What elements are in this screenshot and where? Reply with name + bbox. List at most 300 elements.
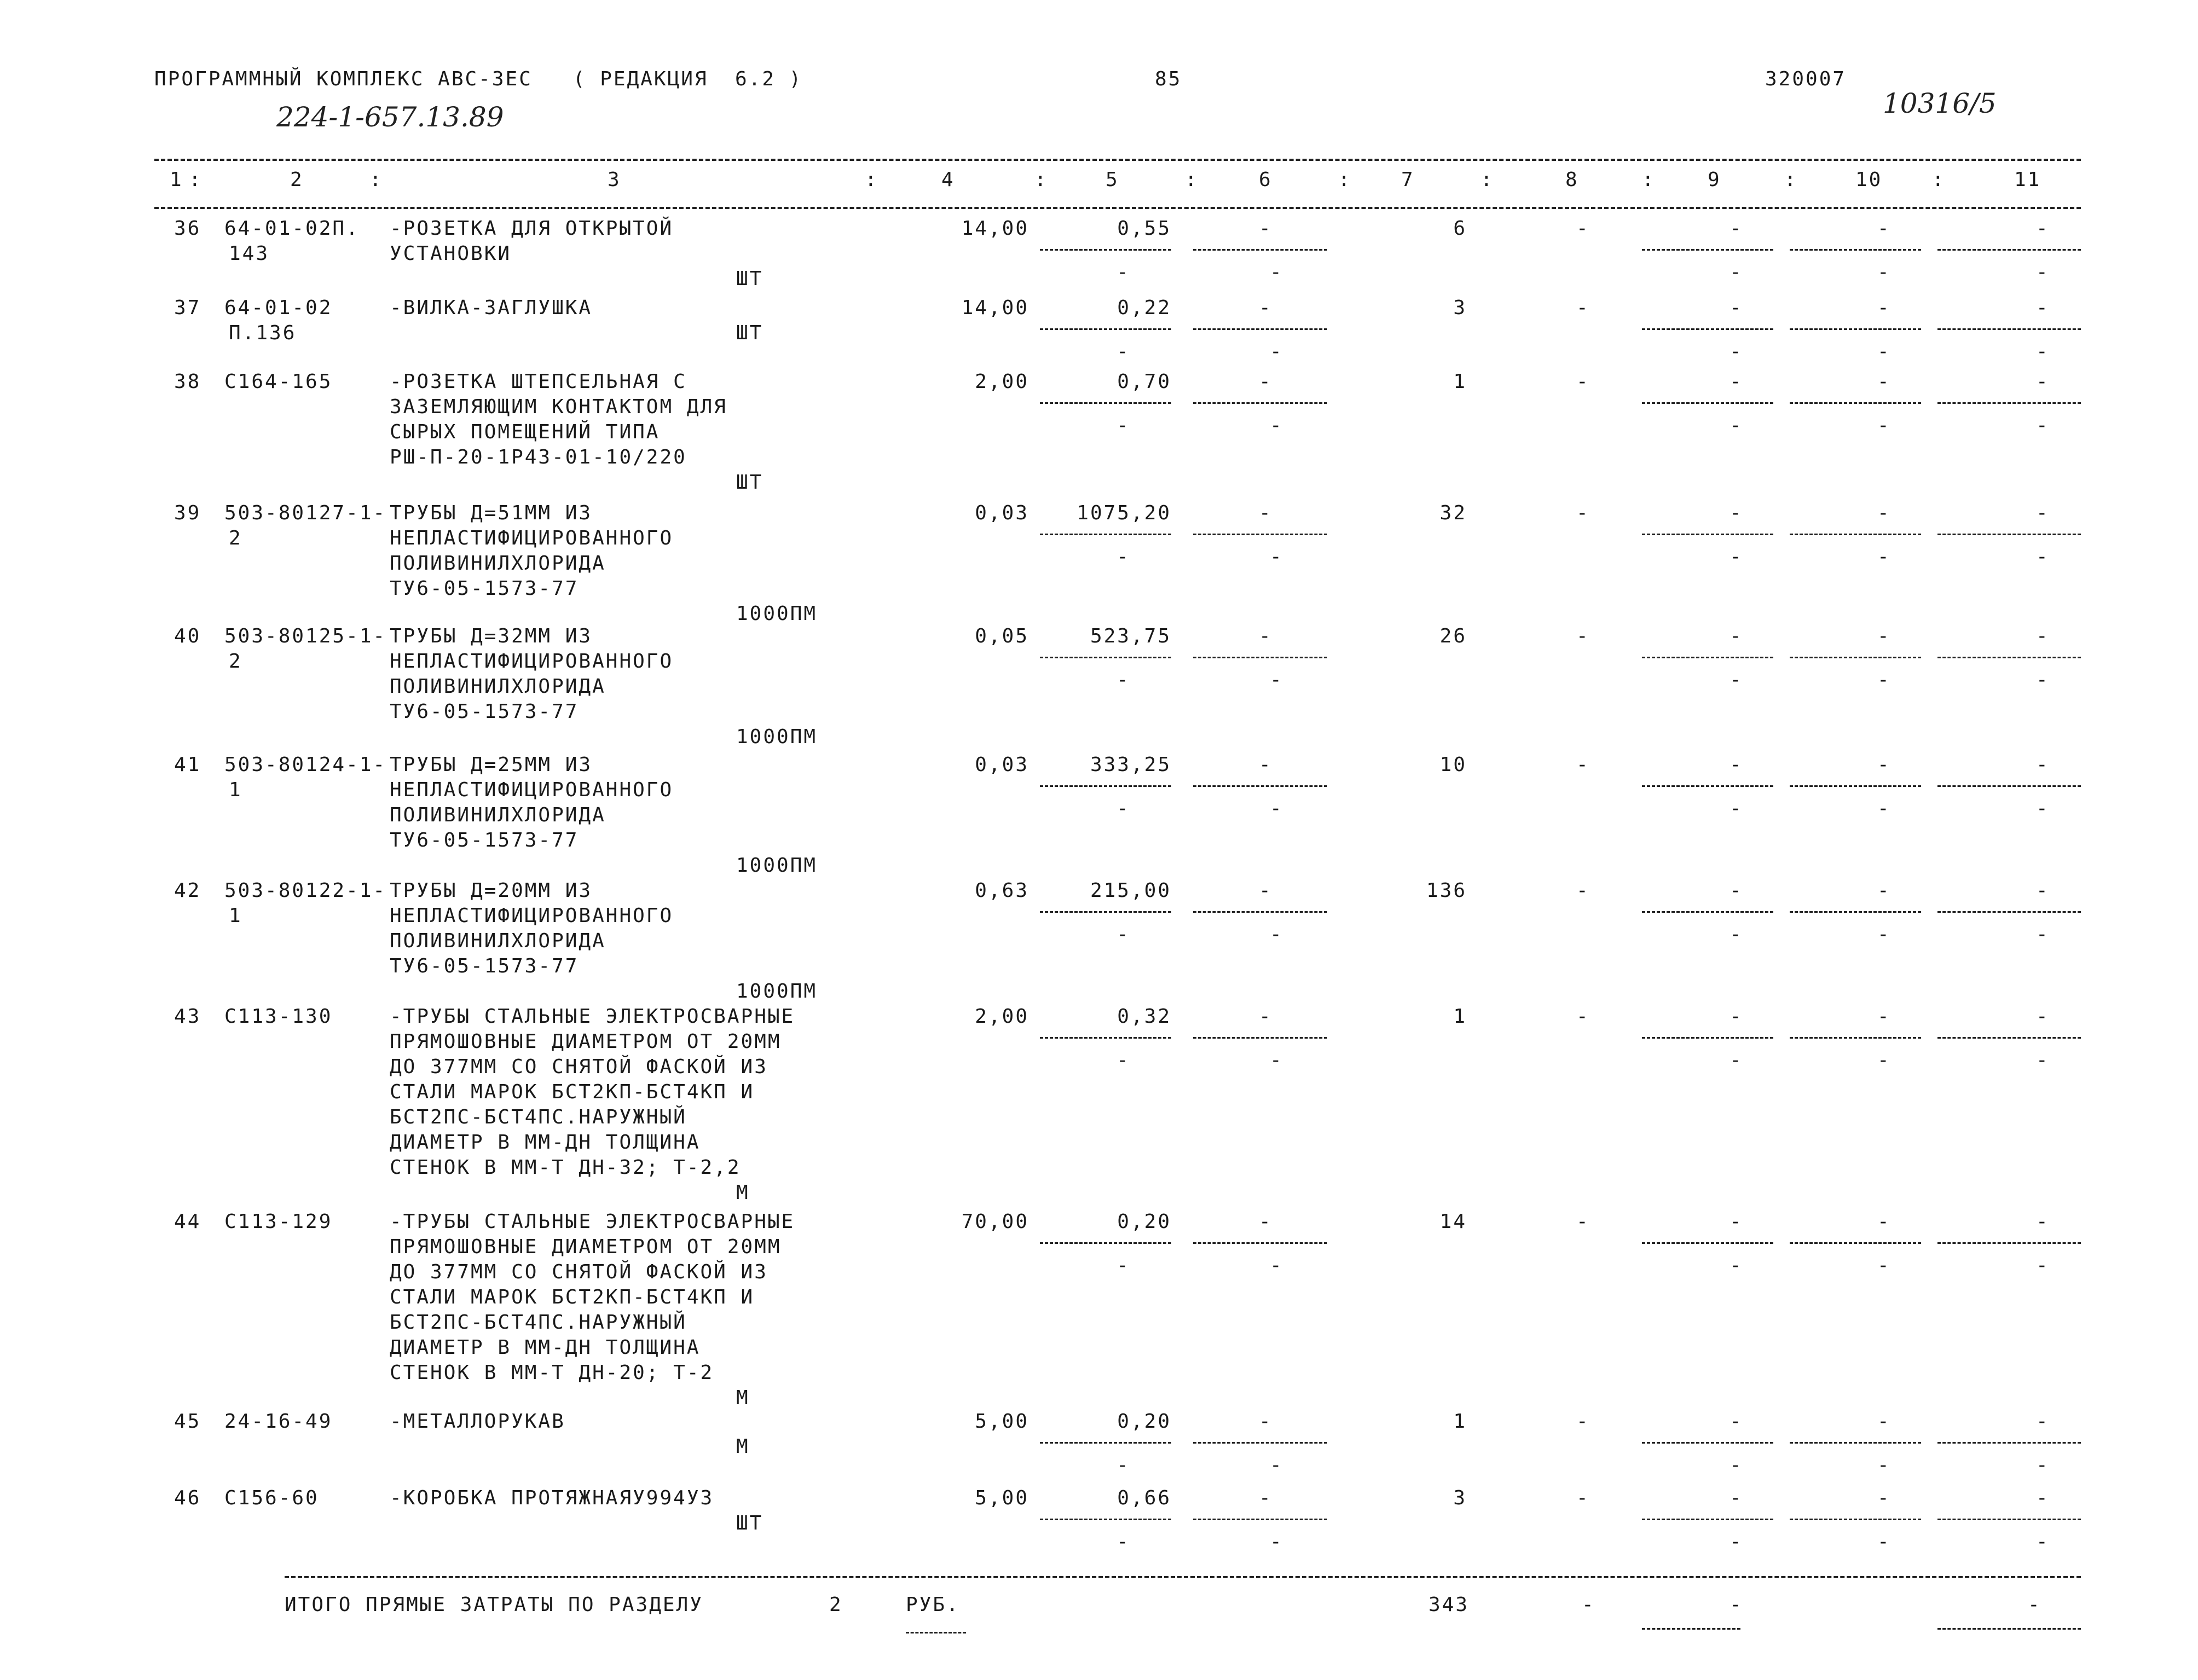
fraction-denominator: - — [1117, 414, 1130, 437]
row-code: 64-01-02П. — [224, 217, 360, 240]
row-description: ПРЯМОШОВНЫЕ ДИАМЕТРОМ ОТ 20ММ — [390, 1236, 782, 1258]
row-description: -ТРУБЫ СТАЛЬНЫЕ ЭЛЕКТРОСВАРНЫЕ — [390, 1210, 795, 1233]
row-unit: 1000ПМ — [736, 726, 818, 748]
fraction-rule — [1790, 1242, 1921, 1244]
row-number: 43 — [174, 1005, 201, 1028]
row-description: НЕПЛАСТИФИЦИРОВАННОГО — [390, 650, 674, 673]
row-number: 44 — [174, 1210, 201, 1233]
row-col8: - — [1576, 1410, 1590, 1433]
row-description: ТРУБЫ Д=32ММ ИЗ — [390, 625, 593, 647]
row-col11: - — [2036, 1487, 2050, 1509]
header-bottom-rule — [154, 207, 2081, 209]
row-col9: - — [1730, 625, 1743, 647]
row-col7: 10 — [1439, 754, 1467, 776]
fraction-rule — [1642, 328, 1773, 330]
row-unit-price: 215,00 — [1090, 879, 1171, 902]
row-description: -ТРУБЫ СТАЛЬНЫЕ ЭЛЕКТРОСВАРНЫЕ — [390, 1005, 795, 1028]
fraction-denominator: - — [1877, 1049, 1891, 1071]
fraction-rule — [1937, 1037, 2081, 1039]
fraction-rule — [1790, 1037, 1921, 1039]
row-unit-price: 0,55 — [1117, 217, 1171, 240]
row-col11: - — [2036, 625, 2050, 647]
row-unit-price: 0,66 — [1117, 1487, 1171, 1509]
fraction-rule — [1642, 657, 1773, 658]
row-code: 2 — [229, 650, 242, 673]
row-code: 2 — [229, 527, 242, 549]
column-number: 3 — [608, 169, 621, 191]
row-col10: - — [1877, 1210, 1891, 1233]
row-col8: - — [1576, 217, 1590, 240]
column-number: 2 — [290, 169, 304, 191]
row-unit: 1000ПМ — [736, 603, 818, 625]
row-col9: - — [1730, 1005, 1743, 1028]
row-code: 1 — [229, 779, 242, 801]
row-col9: - — [1730, 217, 1743, 240]
row-unit-price: 333,25 — [1090, 754, 1171, 776]
row-number: 38 — [174, 370, 201, 393]
row-description: -КОРОБКА ПРОТЯЖНАЯУ994УЗ — [390, 1487, 714, 1509]
column-separator: : — [1185, 169, 1199, 191]
row-number: 39 — [174, 502, 201, 524]
row-unit: 1000ПМ — [736, 854, 818, 877]
row-description: БСТ2ПС-БСТ4ПС.НАРУЖНЫЙ — [390, 1106, 687, 1128]
row-col7: 14 — [1439, 1210, 1467, 1233]
row-col9: - — [1730, 1410, 1743, 1433]
row-description: БСТ2ПС-БСТ4ПС.НАРУЖНЫЙ — [390, 1311, 687, 1334]
row-description: ТУ6-05-1573-77 — [390, 577, 579, 600]
fraction-denominator: - — [2036, 1049, 2050, 1071]
row-col6: - — [1259, 1410, 1272, 1433]
fraction-denominator: - — [2036, 923, 2050, 946]
row-description: ТРУБЫ Д=20ММ ИЗ — [390, 879, 593, 902]
row-description: -РОЗЕТКА ШТЕПСЕЛЬНАЯ С — [390, 370, 687, 393]
fraction-rule — [1937, 785, 2081, 787]
row-col6: - — [1259, 1210, 1272, 1233]
row-description: НЕПЛАСТИФИЦИРОВАННОГО — [390, 779, 674, 801]
row-col11: - — [2036, 1210, 2050, 1233]
fraction-denominator: - — [1270, 414, 1283, 437]
fraction-rule — [1193, 1519, 1327, 1520]
row-code: C164-165 — [224, 370, 333, 393]
row-description: ЗАЗЕМЛЯЮЩИМ КОНТАКТОМ ДЛЯ — [390, 396, 727, 418]
row-col6: - — [1259, 502, 1272, 524]
fraction-rule — [1193, 1242, 1327, 1244]
row-description: НЕПЛАСТИФИЦИРОВАННОГО — [390, 527, 674, 549]
fraction-denominator: - — [1117, 1049, 1130, 1071]
fraction-rule — [1040, 402, 1171, 404]
fraction-denominator: - — [1730, 1531, 1743, 1553]
fraction-rule — [1642, 1519, 1773, 1520]
total-col9: - — [1730, 1594, 1743, 1616]
row-col8: - — [1576, 502, 1590, 524]
column-separator: : — [1338, 169, 1352, 191]
row-description: ДО 377ММ СО СНЯТОЙ ФАСКОЙ ИЗ — [390, 1261, 768, 1283]
fraction-denominator: - — [1270, 1454, 1283, 1476]
row-col9: - — [1730, 754, 1743, 776]
column-number: 8 — [1565, 169, 1579, 191]
row-number: 37 — [174, 297, 201, 319]
fraction-rule — [1937, 911, 2081, 913]
row-col7: 136 — [1426, 879, 1467, 902]
row-col11: - — [2036, 297, 2050, 319]
fraction-denominator: - — [1117, 797, 1130, 820]
fraction-denominator: - — [1270, 1049, 1283, 1071]
row-col6: - — [1259, 217, 1272, 240]
column-number: 10 — [1855, 169, 1883, 191]
row-col10: - — [1877, 217, 1891, 240]
fraction-denominator: - — [1117, 546, 1130, 568]
fraction-rule — [1790, 402, 1921, 404]
row-code: C113-130 — [224, 1005, 333, 1028]
column-separator: : — [369, 169, 383, 191]
row-number: 36 — [174, 217, 201, 240]
row-unit-price: 0,20 — [1117, 1210, 1171, 1233]
row-col8: - — [1576, 1487, 1590, 1509]
row-col7: 1 — [1453, 1005, 1467, 1028]
row-code: 503-80127-1- — [224, 502, 387, 524]
row-description: ТРУБЫ Д=51ММ ИЗ — [390, 502, 593, 524]
row-quantity: 5,00 — [975, 1487, 1029, 1509]
row-description: -РОЗЕТКА ДЛЯ ОТКРЫТОЙ — [390, 217, 674, 240]
row-unit: 1000ПМ — [736, 980, 818, 1003]
column-separator: : — [1932, 169, 1946, 191]
row-quantity: 2,00 — [975, 1005, 1029, 1028]
row-col7: 1 — [1453, 370, 1467, 393]
fraction-denominator: - — [1877, 1531, 1891, 1553]
row-col10: - — [1877, 297, 1891, 319]
fraction-denominator: - — [1730, 1254, 1743, 1277]
column-number: 7 — [1401, 169, 1415, 191]
row-col9: - — [1730, 297, 1743, 319]
row-description: ТУ6-05-1573-77 — [390, 700, 579, 723]
program-title: ПРОГРАММНЫЙ КОМПЛЕКС АВС-3ЕС ( РЕДАКЦИЯ 6.2 ) — [154, 68, 803, 90]
fraction-rule — [1040, 1242, 1171, 1244]
fraction-denominator: - — [1117, 923, 1130, 946]
row-col8: - — [1576, 1210, 1590, 1233]
fraction-denominator: - — [1117, 1454, 1130, 1476]
row-col6: - — [1259, 879, 1272, 902]
fraction-rule — [1937, 249, 2081, 251]
page-number: 85 — [1155, 68, 1182, 90]
row-description: ПОЛИВИНИЛХЛОРИДА — [390, 930, 606, 952]
fraction-rule — [1790, 1442, 1921, 1444]
row-unit-price: 523,75 — [1090, 625, 1171, 647]
fraction-denominator: - — [1117, 340, 1130, 363]
row-col11: - — [2036, 370, 2050, 393]
row-description: ПРЯМОШОВНЫЕ ДИАМЕТРОМ ОТ 20ММ — [390, 1030, 782, 1053]
fraction-rule — [1937, 1519, 2081, 1520]
column-separator: : — [1480, 169, 1494, 191]
column-separator: : — [1642, 169, 1656, 191]
row-col10: - — [1877, 879, 1891, 902]
fraction-denominator: - — [2036, 546, 2050, 568]
fraction-rule — [1790, 1519, 1921, 1520]
row-col6: - — [1259, 370, 1272, 393]
fraction-denominator: - — [1877, 414, 1891, 437]
row-quantity: 0,05 — [975, 625, 1029, 647]
fraction-rule — [1193, 402, 1327, 404]
row-number: 42 — [174, 879, 201, 902]
row-description: ПОЛИВИНИЛХЛОРИДА — [390, 675, 606, 698]
row-number: 45 — [174, 1410, 201, 1433]
column-number: 1 — [170, 169, 183, 191]
row-col9: - — [1730, 502, 1743, 524]
row-number: 46 — [174, 1487, 201, 1509]
fraction-rule — [1790, 328, 1921, 330]
row-number: 41 — [174, 754, 201, 776]
fraction-denominator: - — [1117, 1254, 1130, 1277]
column-number: 4 — [941, 169, 955, 191]
row-unit-price: 0,20 — [1117, 1410, 1171, 1433]
row-code: 503-80125-1- — [224, 625, 387, 647]
fraction-denominator: - — [2036, 1531, 2050, 1553]
total-col11: - — [2028, 1594, 2041, 1616]
row-description: ТРУБЫ Д=25ММ ИЗ — [390, 754, 593, 776]
column-separator: : — [1034, 169, 1048, 191]
column-number: 5 — [1106, 169, 1119, 191]
total-currency: РУБ. — [906, 1594, 960, 1616]
fraction-denominator: - — [2036, 340, 2050, 363]
row-description: СТАЛИ МАРОК БСТ2КП-БСТ4КП И — [390, 1286, 755, 1308]
column-number: 11 — [2014, 169, 2041, 191]
fraction-denominator: - — [1730, 669, 1743, 691]
row-description: НЕПЛАСТИФИЦИРОВАННОГО — [390, 905, 674, 927]
row-description: ПОЛИВИНИЛХЛОРИДА — [390, 804, 606, 826]
fraction-rule — [1193, 534, 1327, 535]
currency-underline — [906, 1632, 966, 1633]
row-col9: - — [1730, 370, 1743, 393]
fraction-rule — [1193, 911, 1327, 913]
fraction-rule — [1937, 657, 2081, 658]
fraction-denominator: - — [2036, 1254, 2050, 1277]
fraction-denominator: - — [1117, 1531, 1130, 1553]
fraction-rule — [1937, 328, 2081, 330]
row-col8: - — [1576, 754, 1590, 776]
row-code: 143 — [229, 242, 270, 265]
fraction-rule — [1642, 1037, 1773, 1039]
fraction-denominator: - — [1270, 340, 1283, 363]
row-col10: - — [1877, 754, 1891, 776]
row-col10: - — [1877, 625, 1891, 647]
fraction-denominator: - — [1877, 923, 1891, 946]
fraction-rule — [1040, 249, 1171, 251]
row-code: 64-01-02 — [224, 297, 333, 319]
row-description: СТАЛИ МАРОК БСТ2КП-БСТ4КП И — [390, 1081, 755, 1103]
fraction-denominator: - — [1730, 546, 1743, 568]
fraction-rule — [1193, 249, 1327, 251]
fraction-denominator: - — [1730, 923, 1743, 946]
fraction-rule — [1040, 1037, 1171, 1039]
row-description: ДИАМЕТР В ММ-ДН ТОЛЩИНА — [390, 1336, 701, 1359]
fraction-rule — [1790, 534, 1921, 535]
project-number-handwritten: 224-1-657.13.89 — [276, 101, 504, 133]
row-number: 40 — [174, 625, 201, 647]
fraction-denominator: - — [1270, 261, 1283, 283]
fraction-rule — [1040, 785, 1171, 787]
fraction-denominator: - — [1730, 1454, 1743, 1476]
row-col11: - — [2036, 1005, 2050, 1028]
row-col11: - — [2036, 217, 2050, 240]
row-unit-price: 0,22 — [1117, 297, 1171, 319]
column-separator: : — [1784, 169, 1798, 191]
row-quantity: 14,00 — [961, 297, 1029, 319]
fraction-denominator: - — [1730, 340, 1743, 363]
row-quantity: 0,03 — [975, 754, 1029, 776]
fraction-rule — [1040, 534, 1171, 535]
row-quantity: 14,00 — [961, 217, 1029, 240]
fraction-rule — [1642, 911, 1773, 913]
fraction-denominator: - — [1270, 1531, 1283, 1553]
fraction-rule — [1040, 657, 1171, 658]
row-code: C113-129 — [224, 1210, 333, 1233]
column-separator: : — [865, 169, 878, 191]
row-col6: - — [1259, 1005, 1272, 1028]
fraction-rule — [1040, 911, 1171, 913]
total-col9-rule — [1642, 1628, 1740, 1630]
row-unit-price: 1075,20 — [1077, 502, 1171, 524]
row-description: ТУ6-05-1573-77 — [390, 829, 579, 851]
fraction-rule — [1642, 1442, 1773, 1444]
column-number: 9 — [1708, 169, 1721, 191]
fraction-denominator: - — [2036, 1454, 2050, 1476]
row-col9: - — [1730, 1487, 1743, 1509]
fraction-denominator: - — [1730, 797, 1743, 820]
row-col8: - — [1576, 879, 1590, 902]
row-col11: - — [2036, 879, 2050, 902]
fraction-denominator: - — [1877, 1254, 1891, 1277]
fraction-rule — [1642, 402, 1773, 404]
row-description: СЫРЫХ ПОМЕЩЕНИЙ ТИПА — [390, 421, 660, 443]
row-code: 1 — [229, 905, 242, 927]
row-col8: - — [1576, 370, 1590, 393]
row-col6: - — [1259, 625, 1272, 647]
row-unit: М — [736, 1181, 750, 1204]
row-unit: ШТ — [736, 1512, 763, 1534]
fraction-denominator: - — [1270, 923, 1283, 946]
fraction-denominator: - — [1270, 546, 1283, 568]
row-col7: 6 — [1453, 217, 1467, 240]
row-description: -МЕТАЛЛОРУКАВ — [390, 1410, 565, 1433]
row-description: ПОЛИВИНИЛХЛОРИДА — [390, 552, 606, 575]
fraction-denominator: - — [1877, 669, 1891, 691]
row-col9: - — [1730, 1210, 1743, 1233]
row-code: 503-80122-1- — [224, 879, 387, 902]
fraction-denominator: - — [1730, 1049, 1743, 1071]
row-col11: - — [2036, 754, 2050, 776]
row-col6: - — [1259, 297, 1272, 319]
fraction-rule — [1193, 1037, 1327, 1039]
row-unit: ШТ — [736, 322, 763, 344]
fraction-rule — [1193, 328, 1327, 330]
total-label: ИТОГО ПРЯМЫЕ ЗАТРАТЫ ПО РАЗДЕЛУ — [285, 1594, 703, 1616]
fraction-rule — [1642, 249, 1773, 251]
fraction-denominator: - — [1877, 797, 1891, 820]
row-unit-price: 0,32 — [1117, 1005, 1171, 1028]
row-col10: - — [1877, 502, 1891, 524]
fraction-rule — [1642, 534, 1773, 535]
fraction-rule — [1040, 328, 1171, 330]
total-col8: - — [1582, 1594, 1595, 1616]
row-col8: - — [1576, 297, 1590, 319]
fraction-rule — [1790, 785, 1921, 787]
fraction-rule — [1040, 1442, 1171, 1444]
row-description: РШ-П-20-1Р43-01-10/220 — [390, 446, 687, 468]
row-description: СТЕНОК В ММ-Т ДН-32; Т-2,2 — [390, 1156, 741, 1179]
fraction-denominator: - — [1877, 261, 1891, 283]
row-description: ДО 377ММ СО СНЯТОЙ ФАСКОЙ ИЗ — [390, 1056, 768, 1078]
row-col10: - — [1877, 1005, 1891, 1028]
row-unit: М — [736, 1435, 750, 1458]
row-quantity: 5,00 — [975, 1410, 1029, 1433]
fraction-denominator: - — [2036, 261, 2050, 283]
row-unit: ШТ — [736, 471, 763, 494]
fraction-denominator: - — [1270, 669, 1283, 691]
row-quantity: 0,63 — [975, 879, 1029, 902]
row-code: П.136 — [229, 322, 297, 344]
header-top-rule — [154, 159, 2081, 161]
row-col10: - — [1877, 1487, 1891, 1509]
row-unit: М — [736, 1387, 750, 1409]
row-description: ДИАМЕТР В ММ-ДН ТОЛЩИНА — [390, 1131, 701, 1154]
fraction-rule — [1193, 657, 1327, 658]
column-number: 6 — [1259, 169, 1272, 191]
row-quantity: 70,00 — [961, 1210, 1029, 1233]
sheet-number-handwritten: 10316/5 — [1883, 88, 1997, 119]
row-description: ТУ6-05-1573-77 — [390, 955, 579, 977]
document-code: 320007 — [1765, 68, 1847, 90]
total-top-rule — [285, 1576, 2081, 1578]
row-quantity: 2,00 — [975, 370, 1029, 393]
fraction-rule — [1040, 1519, 1171, 1520]
fraction-rule — [1937, 402, 2081, 404]
fraction-denominator: - — [2036, 797, 2050, 820]
row-col9: - — [1730, 879, 1743, 902]
fraction-rule — [1790, 657, 1921, 658]
row-col6: - — [1259, 1487, 1272, 1509]
row-col6: - — [1259, 754, 1272, 776]
fraction-denominator: - — [1877, 340, 1891, 363]
row-description: -ВИЛКА-ЗАГЛУШКА — [390, 297, 593, 319]
row-col7: 26 — [1439, 625, 1467, 647]
fraction-denominator: - — [1730, 414, 1743, 437]
fraction-denominator: - — [1730, 261, 1743, 283]
column-separator: : — [189, 169, 203, 191]
fraction-denominator: - — [2036, 669, 2050, 691]
fraction-rule — [1642, 1242, 1773, 1244]
fraction-denominator: - — [1877, 1454, 1891, 1476]
row-quantity: 0,03 — [975, 502, 1029, 524]
row-col7: 3 — [1453, 297, 1467, 319]
row-description: СТЕНОК В ММ-Т ДН-20; Т-2 — [390, 1362, 714, 1384]
row-description: УСТАНОВКИ — [390, 242, 512, 265]
fraction-rule — [1790, 249, 1921, 251]
row-col7: 32 — [1439, 502, 1467, 524]
fraction-rule — [1193, 1442, 1327, 1444]
row-col7: 1 — [1453, 1410, 1467, 1433]
fraction-rule — [1790, 911, 1921, 913]
row-col7: 3 — [1453, 1487, 1467, 1509]
fraction-denominator: - — [1117, 261, 1130, 283]
fraction-denominator: - — [1270, 797, 1283, 820]
total-section: 2 — [829, 1594, 843, 1616]
row-code: 24-16-49 — [224, 1410, 333, 1433]
row-col10: - — [1877, 1410, 1891, 1433]
row-unit: ШТ — [736, 268, 763, 290]
fraction-denominator: - — [1117, 669, 1130, 691]
fraction-rule — [1193, 785, 1327, 787]
total-col7: 343 — [1428, 1594, 1470, 1616]
row-col10: - — [1877, 370, 1891, 393]
